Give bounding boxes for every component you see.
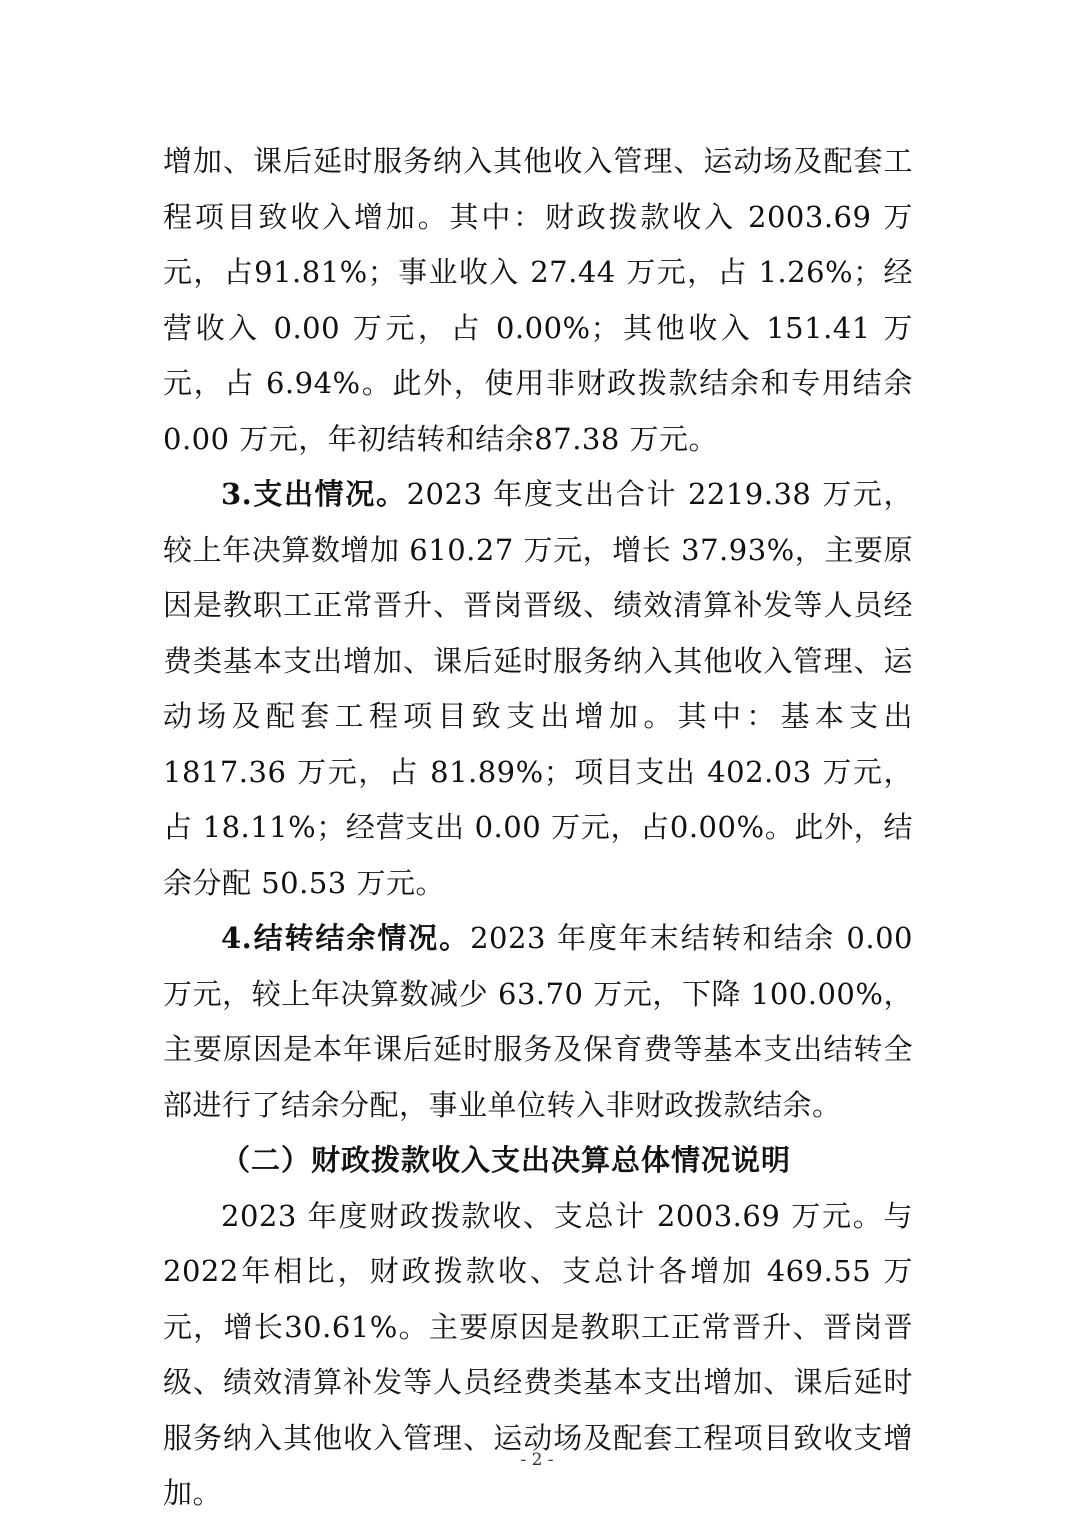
carryover-text: 2023 年度年末结转和结余 0.00 万元，较上年决算数减少 63.70 万元，下降 100.00%，主要原因是本年课后延时服务及保育费等基本支出结转全部进行了结余分配，事业单位转入非财政拨款结余。: [163, 921, 913, 1122]
paragraph-revenue-continued: 增加、课后延时服务纳入其他收入管理、运动场及配套工程项目致收入增加。其中：财政拨款收入 2003.69 万元，占91.81%；事业收入 27.44 万元，占 1.26%；经营收入 0.00 万元，占 0.00%；其他收入 151.41 万元，占 6.94%。此外，使用非财政拨款结余和专用结余 0.00 万元，年初结转和结余87.38 万元。: [163, 144, 913, 456]
page-body: [163, 134, 913, 1522]
page-number: - 2 -: [520, 1450, 554, 1470]
carryover-heading: 4.结转结余情况。: [221, 921, 471, 955]
expenditure-heading: 3.支出情况。: [221, 477, 407, 511]
expenditure-text: 2023 年度支出合计 2219.38 万元，较上年决算数增加 610.27 万元，增长 37.93%，主要原因是教职工正常晋升、晋岗晋级、绩效清算补发等人员经费类基本支出增加、课后延时服务纳入其他收入管理、运动场及配套工程项目致支出增加。其中：基本支出 1817.36 万元，占 81.89%；项目支出 402.03 万元，占 18.11%；经营支出 0.00 万元，占0.00%。此外，结余分配 50.53 万元。: [163, 477, 913, 900]
paragraph-fiscal-appropriation: 2023 年度财政拨款收、支总计 2003.69 万元。与 2022年相比，财政拨款收、支总计各增加 469.55 万元，增长30.61%。主要原因是教职工正常晋升、晋岗晋级、绩效清算补发等人员经费类基本支出增加、课后延时服务纳入其他收入管理、运动场及配套工程项目致收支增加。: [163, 1198, 913, 1510]
paragraph-expenditure: [163, 467, 913, 911]
section-heading-fiscal-appropriation: （二）财政拨款收入支出决算总体情况说明: [221, 1143, 792, 1177]
paragraph-carryover: [163, 911, 913, 1133]
